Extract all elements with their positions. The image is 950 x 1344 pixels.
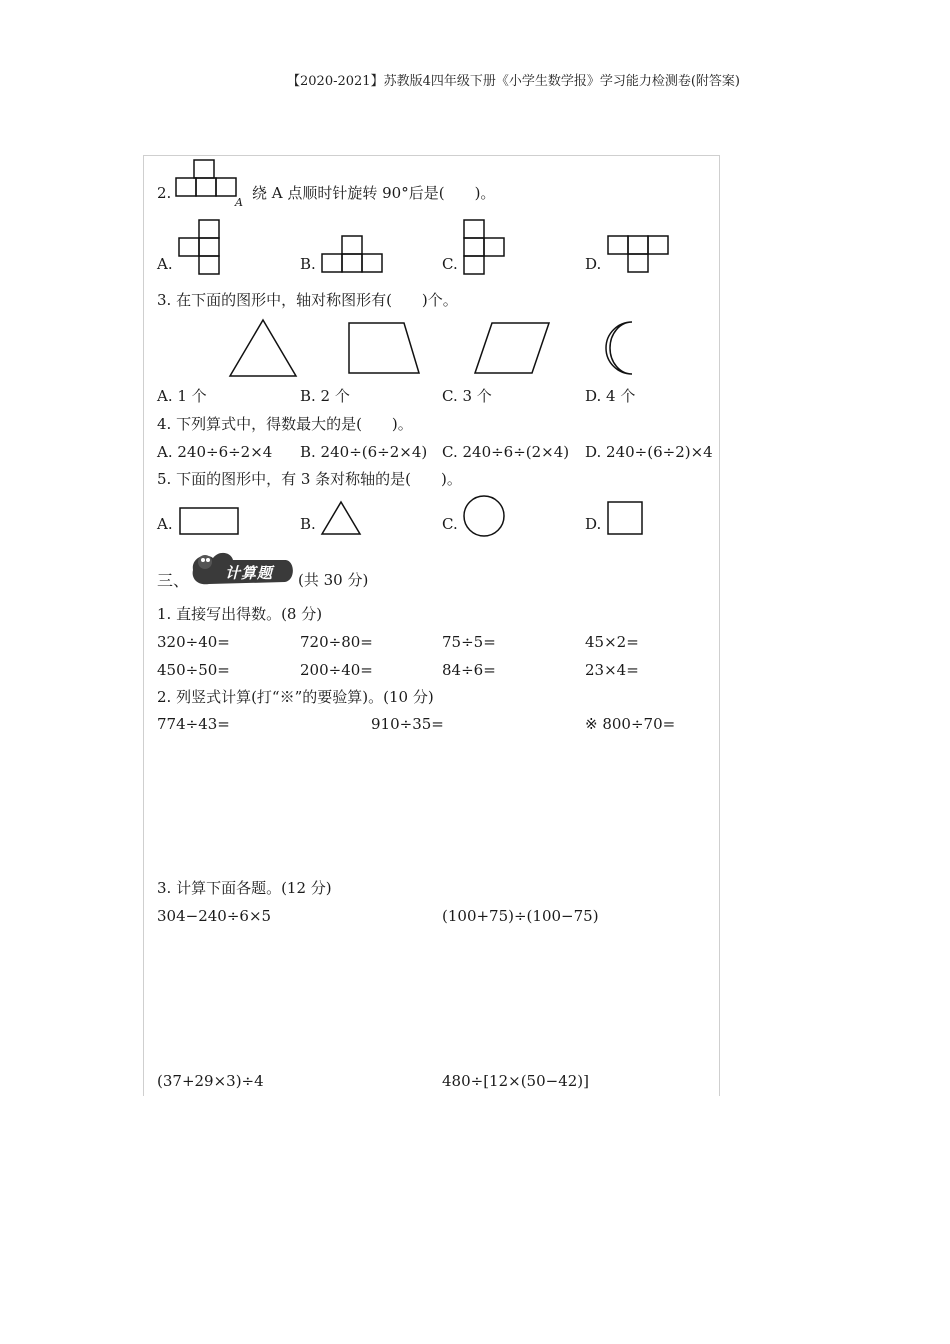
q4-text: 4. 下列算式中，得数最大的是( )。 bbox=[157, 415, 413, 433]
calc2-item: 910÷35= bbox=[371, 715, 444, 733]
page-header: 【2020-2021】苏教版4四年级下册《小学生数学报》学习能力检测卷(附答案) bbox=[287, 74, 740, 89]
q2-option-a-shape bbox=[177, 218, 221, 278]
q2-source-shape bbox=[174, 158, 238, 202]
q3-option-d: D. 4 个 bbox=[585, 387, 636, 405]
q2-option-d-shape bbox=[606, 234, 670, 274]
q3-option-c: C. 3 个 bbox=[442, 387, 492, 405]
q5-option-c-label: C. bbox=[442, 515, 458, 533]
q2-option-d-label: D. bbox=[585, 255, 602, 273]
calc1-item: 320÷40= bbox=[157, 633, 230, 651]
section3-badge-text: 计算题 bbox=[225, 564, 274, 582]
q3-option-a: A. 1 个 bbox=[157, 387, 207, 405]
q2-number: 2. bbox=[157, 184, 172, 202]
q3-text: 3. 在下面的图形中，轴对称图形有( )个。 bbox=[157, 291, 458, 309]
q5-rectangle-shape bbox=[178, 506, 240, 536]
calc1-title: 1. 直接写出得数。(8 分) bbox=[157, 605, 323, 623]
q4-option-c: C. 240÷6÷(2×4) bbox=[442, 443, 570, 461]
calc1-item: 84÷6= bbox=[442, 661, 496, 679]
section3-badge bbox=[185, 548, 297, 590]
q3-triangle-shape bbox=[228, 318, 298, 378]
calc3-title: 3. 计算下面各题。(12 分) bbox=[157, 879, 332, 897]
calc2-item: ※ 800÷70= bbox=[585, 715, 676, 733]
q4-option-d: D. 240÷(6÷2)×4 bbox=[585, 443, 713, 461]
q3-parallelogram-shape bbox=[472, 320, 552, 376]
q3-option-b: B. 2 个 bbox=[300, 387, 350, 405]
q2-option-c-shape bbox=[462, 218, 506, 278]
calc1-item: 450÷50= bbox=[157, 661, 230, 679]
calc1-item: 45×2= bbox=[585, 633, 639, 651]
calc2-title: 2. 列竖式计算(打“※”的要验算)。(10 分) bbox=[157, 688, 434, 706]
calc3-item: (100+75)÷(100−75) bbox=[442, 907, 599, 925]
calc1-item: 720÷80= bbox=[300, 633, 373, 651]
q2-option-b-label: B. bbox=[300, 255, 316, 273]
section3-points: (共 30 分) bbox=[298, 571, 369, 589]
q5-option-d-label: D. bbox=[585, 515, 602, 533]
q5-option-b-label: B. bbox=[300, 515, 316, 533]
calc1-item: 200÷40= bbox=[300, 661, 373, 679]
calc3-item: 304−240÷6×5 bbox=[157, 907, 272, 925]
q2-option-a-label: A. bbox=[157, 255, 173, 273]
calc1-item: 75÷5= bbox=[442, 633, 496, 651]
q5-option-a-label: A. bbox=[157, 515, 173, 533]
calc1-item: 23×4= bbox=[585, 661, 639, 679]
calc3-item: (37+29×3)÷4 bbox=[157, 1072, 264, 1090]
q3-trapezoid-shape bbox=[346, 320, 422, 376]
q3-crescent-shape bbox=[598, 318, 648, 378]
q5-triangle-shape bbox=[320, 500, 362, 536]
q4-option-a: A. 240÷6÷2×4 bbox=[157, 443, 273, 461]
calc3-item: 480÷[12×(50−42)] bbox=[442, 1072, 590, 1090]
q2-text: 绕 A 点顺时针旋转 90°后是( )。 bbox=[252, 184, 496, 202]
q5-circle-shape bbox=[462, 494, 506, 538]
q5-square-shape bbox=[606, 500, 644, 536]
q5-text: 5. 下面的图形中，有 3 条对称轴的是( )。 bbox=[157, 470, 462, 488]
calc2-item: 774÷43= bbox=[157, 715, 230, 733]
q4-option-b: B. 240÷(6÷2×4) bbox=[300, 443, 428, 461]
section3-label: 三、 bbox=[157, 571, 190, 590]
q2-point-label: A bbox=[235, 196, 243, 209]
q2-option-b-shape bbox=[320, 234, 384, 274]
q2-option-c-label: C. bbox=[442, 255, 458, 273]
